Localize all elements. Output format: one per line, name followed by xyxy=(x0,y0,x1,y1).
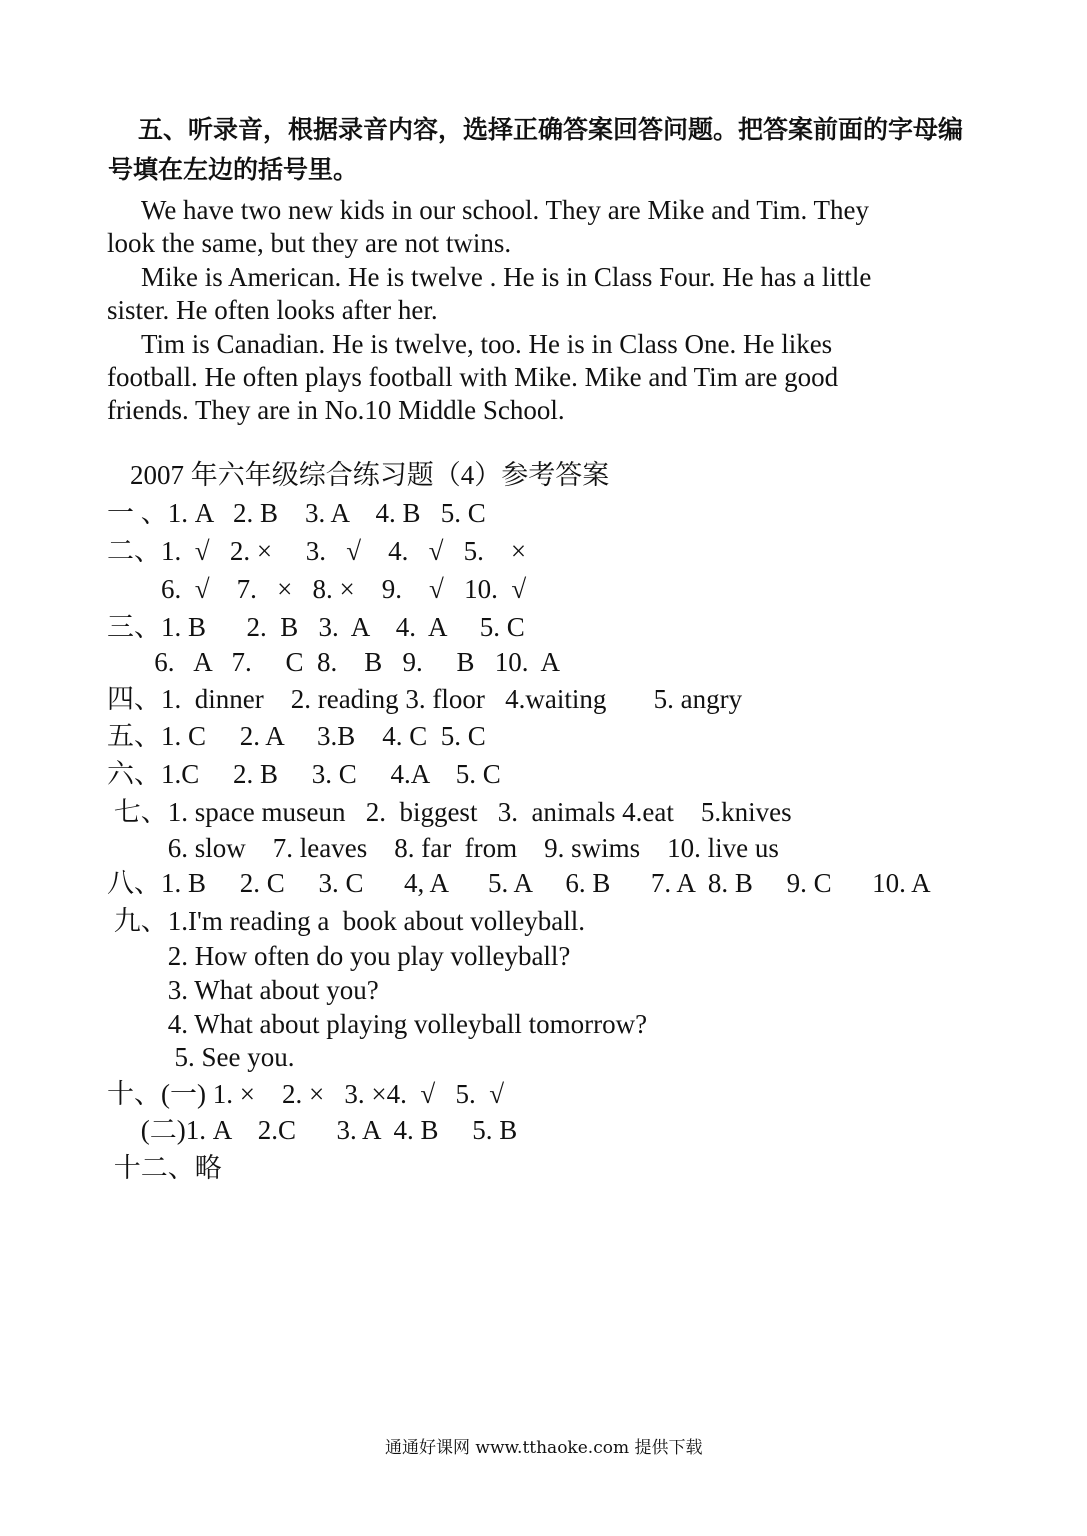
answer-line: 二、1. √ 2. × 3. √ 4. √ 5. × xyxy=(107,536,527,566)
passage-line: sister. He often looks after her. xyxy=(107,295,438,325)
answer-line: 三、1. B 2. B 3. A 4. A 5. C xyxy=(107,612,525,642)
answer-line: 十二、略 xyxy=(107,1153,222,1183)
passage-line: football. He often plays football with Mike. Mike and Tim are good xyxy=(107,362,839,392)
section-five-instructions xyxy=(108,110,1008,190)
answer-line: 6. slow 7. leaves 8. far from 9. swims 10. live us xyxy=(107,833,779,863)
instruction-line-2: 号填在左边的括号里。 xyxy=(108,155,359,184)
passage-paragraph xyxy=(107,261,967,327)
answer-line: 一 、1. A 2. B 3. A 4. B 5. C xyxy=(107,498,486,528)
passage-paragraph xyxy=(107,328,967,427)
download-footer: 通通好课网 www.tthaoke.com 提供下载 xyxy=(385,1438,703,1458)
answer-line: 6. √ 7. × 8. × 9. √ 10. √ xyxy=(107,574,527,604)
passage-line: We have two new kids in our school. They are Mike and Tim. They xyxy=(141,195,869,225)
answer-line: 七、1. space museun 2. biggest 3. animals 4.eat 5.knives xyxy=(107,797,792,827)
passage-line: look the same, but they are not twins. xyxy=(107,228,512,258)
passage-line: Tim is Canadian. He is twelve, too. He is in Class One. He likes xyxy=(141,329,833,359)
passage-line: Mike is American. He is twelve . He is in Class Four. He has a little xyxy=(141,262,872,292)
answer-key-title: 2007 年六年级综合练习题（4）参考答案 xyxy=(130,460,610,490)
answer-line: 4. What about playing volleyball tomorrow? xyxy=(107,1009,648,1039)
answer-line: 6. A 7. C 8. B 9. B 10. A xyxy=(107,647,561,677)
answer-line: 八、1. B 2. C 3. C 4, A 5. A 6. B 7. A 8. B 9. C 10. A xyxy=(107,868,931,898)
instruction-line-1: 五、听录音，根据录音内容，选择正确答案回答问题。把答案前面的字母编 xyxy=(138,115,964,144)
answer-line: 六、1.C 2. B 3. C 4.A 5. C xyxy=(107,759,501,789)
passage-line: friends. They are in No.10 Middle School. xyxy=(107,395,565,425)
answer-line: 5. See you. xyxy=(107,1042,295,1072)
answer-line: 四、1. dinner 2. reading 3. floor 4.waiting 5. angry xyxy=(107,684,743,714)
answer-line: 2. How often do you play volleyball? xyxy=(107,941,571,971)
answer-line: 五、1. C 2. A 3.B 4. C 5. C xyxy=(107,721,486,751)
answer-line: 九、1.I'm reading a book about volleyball. xyxy=(107,906,586,936)
answer-line: (二)1. A 2.C 3. A 4. B 5. B xyxy=(107,1115,518,1145)
passage-paragraph xyxy=(107,194,967,260)
answer-line: 3. What about you? xyxy=(107,975,379,1005)
answer-line: 十、(一) 1. × 2. × 3. ×4. √ 5. √ xyxy=(107,1079,505,1109)
